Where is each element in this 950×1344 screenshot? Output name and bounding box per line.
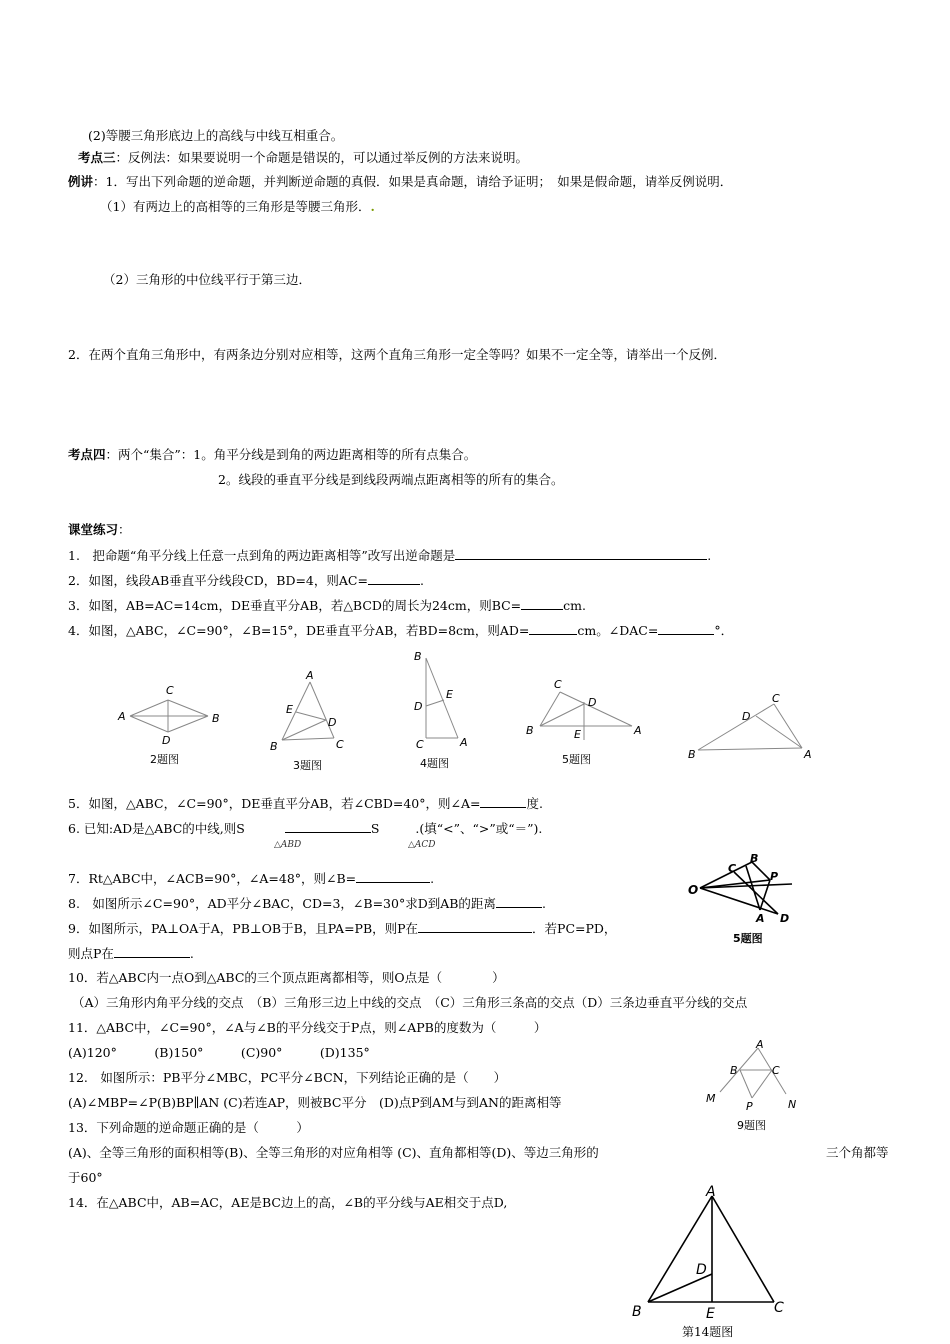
answer-blank-9b[interactable]: [114, 945, 190, 958]
fig5b-label: O: [688, 883, 699, 897]
fig2-label: D: [162, 734, 171, 747]
answer-blank-4b[interactable]: [658, 622, 714, 635]
fig5b-label: A: [756, 912, 765, 925]
fig6-label: D: [742, 710, 751, 723]
question-10-options: （A）三角形内角平分线的交点 （B）三角形三边上中线的交点 （C）三角形三条高的交点（D）三条边垂直平分线的交点: [72, 995, 748, 1010]
fig6-label: C: [772, 692, 780, 705]
fig4-label: E: [446, 688, 453, 701]
question-12-options: (A)∠MBP=∠P(B)BP∥AN (C)若连AP，则被BC平分 (D)点P到AM与到AN的距离相等: [68, 1095, 562, 1110]
fig5b-caption: 5题图: [733, 932, 763, 945]
fig3-label: C: [336, 738, 344, 751]
line-3: [68, 174, 732, 190]
figure-9: [700, 1036, 800, 1116]
figure-3: [266, 668, 356, 754]
fig4-label: A: [460, 736, 468, 749]
question-11-options: (A)120° (B)150° (C)90° (D)135°: [68, 1045, 370, 1060]
line-1: (2)等腰三角形底边上的高线与中线互相重合。: [88, 128, 344, 143]
fig5b-label: C: [728, 862, 737, 875]
figure-4: [408, 648, 478, 752]
answer-blank-6[interactable]: [285, 820, 371, 833]
fig9-label: C: [772, 1064, 780, 1077]
fig5b-label: P: [770, 870, 779, 883]
fig5-label: B: [526, 724, 534, 737]
fig14-label: A: [706, 1184, 716, 1200]
question-1: 1. 把命题“角平分线上任意一点到角的两边距离相等”改写出逆命题是 .: [68, 548, 712, 563]
fig2-label: B: [212, 712, 220, 725]
subscript-acd: △ACD: [408, 840, 436, 850]
question-13: 13．下列命题的逆命题正确的是（ ）: [68, 1120, 309, 1135]
fig14-label: C: [774, 1300, 784, 1316]
question-13-options: (A)、全等三角形的面积相等(B)、全等三角形的对应角相等 (C)、直角都相等(D)、等边三角形的: [68, 1145, 599, 1160]
line-4: （1）有两边上的高相等的三角形是等腰三角形．.: [100, 199, 375, 214]
fig9-label: P: [746, 1100, 753, 1113]
subscript-abd: △ABD: [274, 840, 302, 850]
question-6: 6. 已知:AD是△ABC的中线,则S S .(填“<”、“>”或“＝”).: [68, 821, 543, 836]
fig3-label: B: [270, 740, 278, 753]
question-10: 10．若△ABC内一点O到△ABC的三个顶点距离都相等，则O点是（ ）: [68, 970, 505, 985]
answer-blank-9a[interactable]: [418, 920, 532, 933]
fig4-caption: 4题图: [420, 757, 449, 770]
section-text-4: ：两个“集合”：1。角平分线是到角的两边距离相等的所有点集合。: [105, 447, 477, 462]
answer-blank-2[interactable]: [368, 572, 420, 585]
question-14: 14．在△ABC中，AB=AC，AE是BC边上的高，∠B的平分线与AE相交于点D,: [68, 1195, 508, 1210]
example-text: ：1．写出下列命题的逆命题，并判断逆命题的真假．如果是真命题，请给予证明； 如果是假命题，请举反例说明．: [93, 174, 733, 189]
figure-2: [110, 678, 230, 748]
fig6-label: B: [688, 748, 696, 761]
fig3-caption: 3题图: [293, 759, 322, 772]
line-7: [68, 447, 476, 463]
fig9-label: M: [706, 1092, 716, 1105]
answer-blank-1[interactable]: [455, 547, 707, 560]
fig5b-label: D: [780, 912, 790, 925]
fig6-label: A: [804, 748, 812, 761]
fig14-label: B: [632, 1304, 642, 1320]
question-11: 11．△ABC中，∠C=90°，∠A与∠B的平分线交于P点，则∠APB的度数为（ ）: [68, 1020, 547, 1035]
fig9-caption: 9题图: [737, 1119, 766, 1132]
practice-heading: 课堂练习：: [68, 522, 131, 537]
answer-blank-5[interactable]: [480, 795, 526, 808]
question-9: 9．如图所示，PA⊥OA于A，PB⊥OB于B，且PA=PB，则P在 ．若PC=PD，: [68, 921, 617, 936]
question-13-options-c: 于60°: [68, 1170, 103, 1185]
fig14-caption: 第14题图: [682, 1325, 734, 1339]
line-6: 2．在两个直角三角形中，有两条边分别对应相等，这两个直角三角形一定全等吗？如果不一定全等，请举出一个反例．: [68, 347, 726, 362]
fig2-label: A: [118, 710, 126, 723]
fig3-label: E: [286, 703, 293, 716]
fig9-label: N: [788, 1098, 797, 1111]
fig5-caption: 5题图: [562, 753, 591, 766]
answer-blank-4a[interactable]: [529, 622, 577, 635]
answer-blank-8[interactable]: [496, 895, 542, 908]
fig4-label: D: [414, 700, 423, 713]
question-2: 2．如图，线段AB垂直平分线段CD，BD=4，则AC= .: [68, 573, 424, 588]
fig9-label: B: [730, 1064, 738, 1077]
question-7: 7．Rt△ABC中，∠ACB=90°，∠A=48°，则∠B= .: [68, 871, 435, 886]
fig5-label: E: [574, 728, 581, 741]
fig3-label: A: [306, 669, 314, 682]
question-3: 3．如图，AB=AC=14cm，DE垂直平分AB，若△BCD的周长为24cm，则BC= cm.: [68, 598, 586, 613]
figure-5: [522, 674, 652, 746]
question-9-cont: 则点P在 .: [68, 946, 194, 961]
section-heading-4: 考点四: [68, 447, 106, 462]
answer-blank-3[interactable]: [521, 597, 563, 610]
fig4-label: C: [416, 738, 424, 751]
fig5-label: D: [588, 696, 597, 709]
question-4: 4．如图，△ABC，∠C=90°，∠B=15°，DE垂直平分AB，若BD=8cm，则AD= cm。∠DAC= °．: [68, 623, 734, 638]
fig5-label: C: [554, 678, 562, 691]
question-5: 5．如图，△ABC，∠C=90°，DE垂直平分AB，若∠CBD=40°，则∠A= 度.: [68, 796, 543, 811]
fig9-label: A: [756, 1038, 764, 1051]
fig14-label: E: [706, 1306, 715, 1322]
fig5b-label: B: [750, 852, 759, 865]
line-5: （2）三角形的中位线平行于第三边．: [103, 272, 311, 287]
figure-6: [684, 686, 824, 762]
fig3-label: D: [328, 716, 337, 729]
section-heading-3: 考点三: [78, 150, 116, 165]
figure-14: [626, 1182, 796, 1322]
answer-blank-7[interactable]: [356, 870, 430, 883]
fig5-label: A: [634, 724, 642, 737]
fig14-label: D: [696, 1262, 707, 1278]
fig2-label: C: [166, 684, 174, 697]
example-heading: 例讲: [68, 174, 94, 189]
section-text-3: ：反例法：如果要说明一个命题是错误的，可以通过举反例的方法来说明。: [115, 150, 529, 165]
question-13-options-b: 三个角都等: [826, 1145, 889, 1160]
fig4-label: B: [414, 650, 422, 663]
question-12: 12. 如图所示：PB平分∠MBC，PC平分∠BCN，下列结论正确的是（ ）: [68, 1070, 507, 1085]
line-2: [78, 150, 528, 166]
fig2-caption: 2题图: [150, 753, 179, 766]
line-8: 2。线段的垂直平分线是到线段两端点距离相等的所有的集合。: [218, 472, 564, 487]
question-8: 8. 如图所示∠C=90°，AD平分∠BAC，CD=3，∠B=30°求D到AB的距离 .: [68, 896, 546, 911]
